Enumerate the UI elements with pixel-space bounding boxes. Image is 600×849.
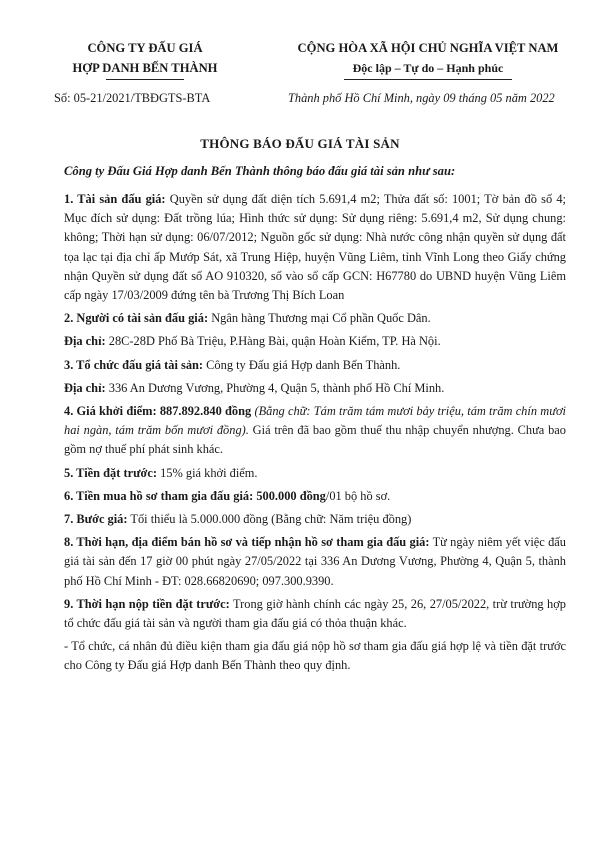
section-asset xyxy=(64,190,566,305)
starting-price-amount: 887.892.840 đồng xyxy=(159,404,252,419)
section-note xyxy=(64,637,566,675)
reference-number: Số: 05-21/2021/TBĐGTS-BTA xyxy=(54,91,211,105)
section-dossier-fee xyxy=(64,487,566,506)
section-organizer-address xyxy=(64,379,566,398)
document-title: THÔNG BÁO ĐẤU GIÁ TÀI SẢN xyxy=(200,136,400,151)
starting-price-words: (Bằng chữ: Tám trăm tám mươi bảy triệu, tám trăm chín mươi hai ngàn, tám trăm bốn mươi đồng). xyxy=(64,404,567,438)
company-name-line1: CÔNG TY ĐẤU GIÁ xyxy=(87,41,203,55)
section-owner-address xyxy=(64,332,566,351)
section-text: Công ty Đấu giá Hợp danh Bến Thành. xyxy=(206,357,401,372)
section-text: Quyền sử dụng đất diện tích 5.691,4 m2; Thửa đất số: 1001; Tờ bản đồ số 4; Mục đích sử dụng: Đất trồng lúa; Hình thức sử dụng: Sử dụng riêng: 5.691,4 m2, Sử dụng chung: không; Thời hạn sử dụng: 06/07/2012; Nguồn gốc sử dụng: Nhà nước công nhận quyền sử dụng đất tọa lạc tại địa chỉ ấp Mướp Sát, xã Trung Hiệp, huyện Vũng Liêm, tỉnh Vĩnh Long theo Giấy chứng nhận Quyền sử dụng đất số AO 910320, số vào sổ cấp GCN: H67780 do UBND huyện Vũng Liêm cấp ngày 17/03/2009 đứng tên bà Trương Thị Bích Loan xyxy=(64,192,566,303)
section-label: 7. Bước giá: xyxy=(64,512,128,527)
section-label: 8. Thời hạn, địa điểm bán hồ sơ và tiếp nhận hồ sơ tham gia đấu giá: xyxy=(64,535,430,550)
section-starting-price xyxy=(64,402,566,460)
section-label: 1. Tài sản đấu giá: xyxy=(64,192,166,206)
section-label: 2. Người có tài sản đấu giá: xyxy=(64,311,209,326)
section-label: 4. Giá khởi điểm: xyxy=(64,404,157,419)
section-label: 5. Tiền đặt trước: xyxy=(64,465,157,480)
nation-header xyxy=(268,38,588,80)
section-text: Tối thiểu là 5.000.000 đồng (Bằng chữ: Năm triệu đồng) xyxy=(130,512,412,527)
nation-name: CỘNG HÒA XÃ HỘI CHỦ NGHĨA VIỆT NAM xyxy=(297,41,559,55)
document-body xyxy=(64,190,566,680)
section-owner xyxy=(64,309,566,328)
section-label: Địa chỉ: xyxy=(64,334,106,349)
section-label: 6. Tiền mua hồ sơ tham gia đấu giá: xyxy=(64,488,254,503)
section-text: 28C-28D Phố Bà Triệu, P.Hàng Bài, quận Hoàn Kiếm, TP. Hà Nội. xyxy=(108,334,441,349)
nation-motto: Độc lập – Tự do – Hạnh phúc xyxy=(352,61,504,75)
company-header xyxy=(40,38,250,80)
dossier-fee-amount: 500.000 đồng xyxy=(256,488,326,503)
motto-underline xyxy=(344,79,512,80)
section-deposit xyxy=(64,464,566,483)
section-text: Trong giờ hành chính các ngày 25, 26, 27/05/2022, trừ trường hợp tổ chức đấu giá tài sản và người tham gia đấu giá có thỏa thuận khác. xyxy=(64,596,567,631)
note-text: - Tổ chức, cá nhân đủ điều kiện tham gia đấu giá nộp hồ sơ tham gia đấu giá hợp lệ và tiền đặt trước cho Công ty Đấu giá Hợp danh Bến Thành theo quy định. xyxy=(64,639,566,673)
place-date: Thành phố Hồ Chí Minh, ngày 09 tháng 05 năm 2022 xyxy=(288,91,555,105)
section-text: /01 bộ hồ sơ. xyxy=(325,488,391,503)
section-organizer xyxy=(64,356,566,375)
section-text: 336 An Dương Vương, Phường 4, Quận 5, thành phố Hồ Chí Minh. xyxy=(108,380,445,395)
section-dossier-time-place xyxy=(64,533,566,591)
section-label: 9. Thời hạn nộp tiền đặt trước: xyxy=(64,596,230,611)
section-text: Ngân hàng Thương mại Cổ phần Quốc Dân. xyxy=(211,311,431,326)
section-label: 3. Tổ chức đấu giá tài sản: xyxy=(64,357,204,372)
section-text: Từ ngày niêm yết việc đấu giá tài sản đến 17 giờ 00 phút ngày 27/05/2022 tại 336 An Dương Vương, Phường 4, Quận 5, thành phố Hồ Chí Minh - ĐT: 028.66820690; 097.300.9390. xyxy=(64,535,566,588)
company-underline xyxy=(106,79,184,80)
section-label: Địa chỉ: xyxy=(64,380,106,395)
section-deposit-deadline xyxy=(64,595,566,633)
section-text: Giá trên đã bao gồm thuế thu nhập chuyển nhượng. Chưa bao gồm nợ thuế phí phát sinh khác. xyxy=(64,423,566,457)
intro-line: Công ty Đấu Giá Hợp danh Bến Thành thông báo đấu giá tài sản như sau: xyxy=(64,164,456,178)
company-name-line2: HỢP DANH BẾN THÀNH xyxy=(72,61,218,75)
section-text: 15% giá khởi điểm. xyxy=(160,465,258,480)
section-bid-step xyxy=(64,510,566,529)
